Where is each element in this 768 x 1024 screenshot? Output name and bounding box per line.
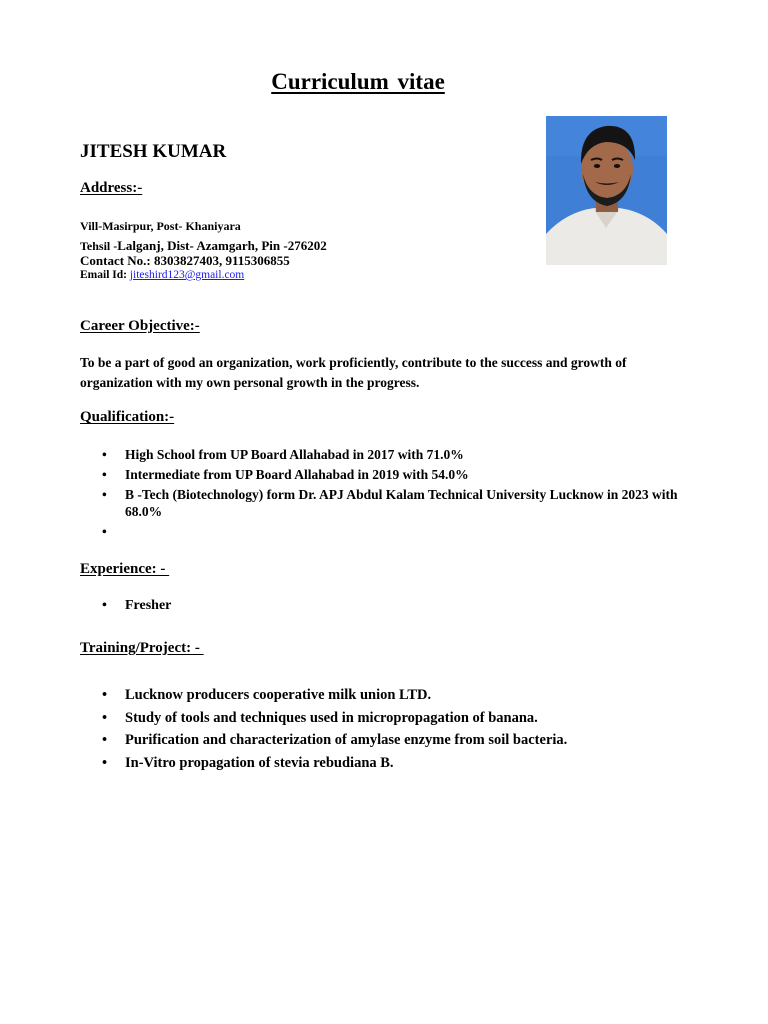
- address-line-2: [80, 238, 327, 254]
- email-label: Email Id:: [80, 269, 130, 281]
- bullet-icon: •: [102, 467, 107, 482]
- address-line-1: Vill-Masirpur, Post- Khaniyara: [80, 219, 241, 233]
- email-line: [80, 269, 244, 281]
- experience-item-text: Fresher: [125, 598, 172, 613]
- experience-list: [102, 597, 171, 615]
- list-item: [102, 486, 714, 520]
- list-item: [102, 523, 714, 540]
- qualification-heading: Qualification:-: [80, 409, 175, 425]
- bullet-icon: •: [102, 524, 107, 539]
- email-link[interactable]: jiteshird123@gmail.com: [129, 269, 245, 281]
- training-list: [102, 684, 722, 774]
- qualification-item-text: B -Tech (Biotechnology) form Dr. APJ Abdul Kalam Technical University Lucknow in 2023 with 68.0%: [125, 487, 678, 519]
- list-item: [102, 752, 722, 775]
- address-heading: Address:-: [80, 180, 143, 196]
- bullet-icon: •: [102, 732, 108, 748]
- experience-heading: Experience: -: [80, 561, 170, 577]
- list-item: [102, 684, 722, 707]
- training-item-text: In-Vitro propagation of stevia rebudiana B.: [125, 754, 394, 771]
- profile-photo-icon: [546, 116, 667, 265]
- list-item: [102, 707, 722, 730]
- qualification-list: [102, 446, 714, 543]
- bullet-icon: •: [102, 687, 108, 703]
- bullet-icon: •: [102, 709, 108, 726]
- qualification-item-text: High School from UP Board Allahabad in 2017 with 71.0%: [125, 447, 464, 462]
- bullet-icon: •: [102, 754, 108, 771]
- career-objective-text: To be a part of good an organization, work proficiently, contribute to the success and growth of organization with my own personal growth in the progress.: [80, 355, 627, 390]
- address-line-2-prefix: Tehsil -: [80, 239, 118, 253]
- training-item-text: Lucknow producers cooperative milk union LTD.: [125, 687, 432, 703]
- qualification-item-text: Intermediate from UP Board Allahabad in 2019 with 54.0%: [125, 467, 469, 482]
- bullet-icon: •: [102, 598, 107, 613]
- training-item-text: Purification and characterization of amylase enzyme from soil bacteria.: [125, 732, 568, 748]
- list-item: [102, 466, 714, 483]
- address-line-2-main: Lalganj, Dist- Azamgarh, Pin -276202: [117, 238, 327, 253]
- profile-photo: [546, 116, 667, 265]
- document-title: Curriculum vitae: [271, 69, 445, 94]
- candidate-name: JITESH KUMAR: [80, 141, 227, 162]
- training-item-text: Study of tools and techniques used in micropropagation of banana.: [125, 709, 538, 726]
- list-item: [102, 729, 722, 752]
- list-item: [102, 446, 714, 463]
- bullet-icon: •: [102, 487, 107, 502]
- career-objective-heading: Career Objective:-: [80, 318, 200, 334]
- list-item: [102, 597, 171, 615]
- training-heading: Training/Project: -: [80, 640, 204, 656]
- bullet-icon: •: [102, 447, 107, 462]
- contact-numbers: Contact No.: 8303827403, 9115306855: [80, 253, 290, 268]
